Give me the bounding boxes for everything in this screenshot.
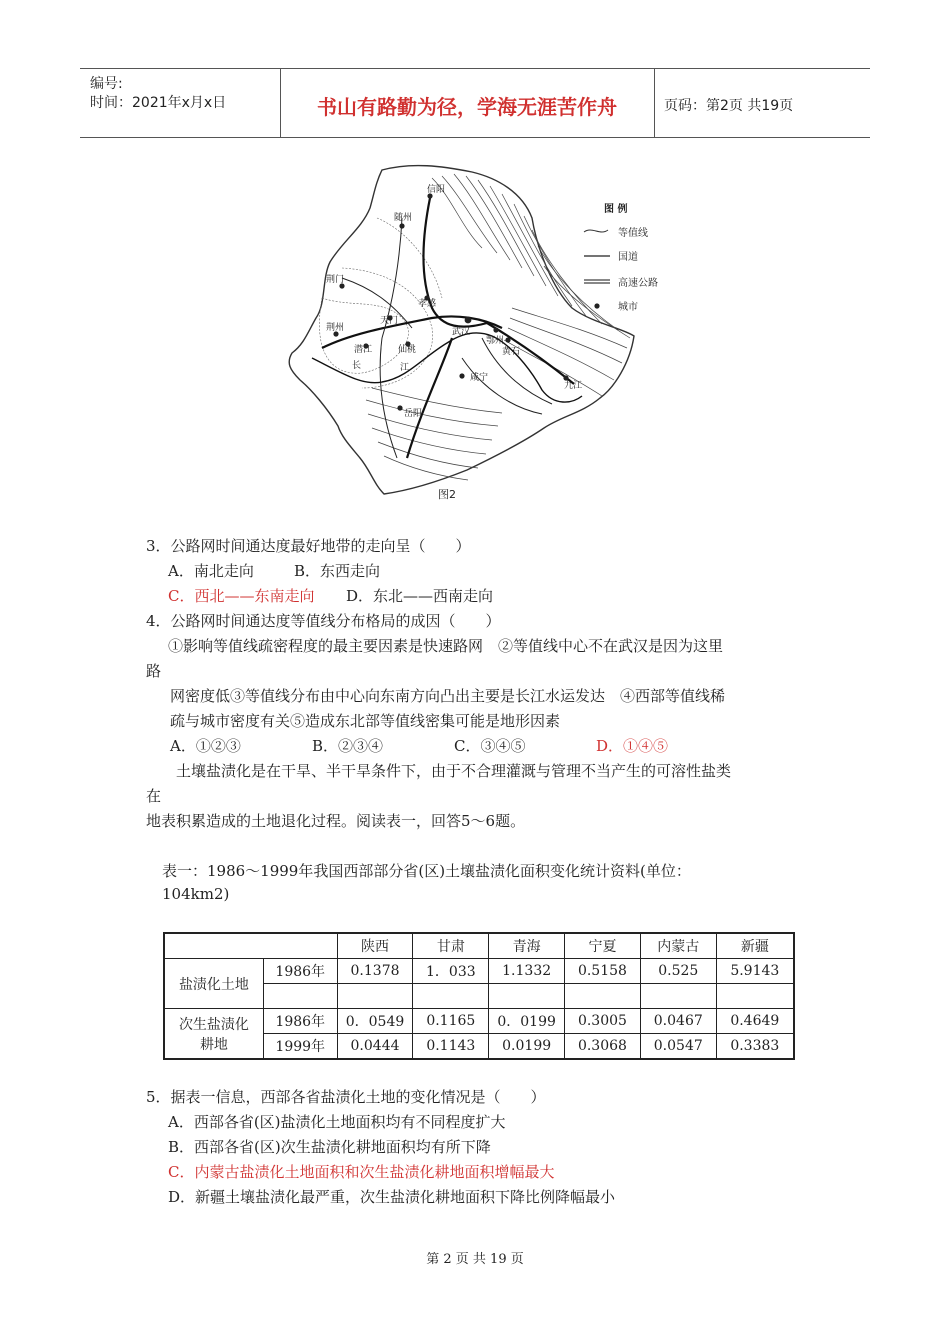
city-label: 九江 (564, 381, 583, 391)
city-label: 仙桃 (398, 345, 417, 355)
isolines-east (432, 174, 630, 396)
column-header: 甘肃 (413, 933, 489, 959)
q5-option-b: B．西部各省(区)次生盐渍化耕地面积均有所下降 (168, 1138, 491, 1156)
q4-option-d: D．①④⑤ (596, 737, 669, 755)
city-marker (397, 405, 402, 410)
q4-stem: 4．公路网时间通达度等值线分布格局的成因（ ） (146, 612, 501, 630)
table-row (164, 1009, 794, 1034)
table-cell: 0.3383 (716, 1034, 794, 1060)
legend-city-swatch (594, 303, 599, 308)
city-label: 黄石 (502, 347, 521, 357)
column-header: 青海 (489, 933, 565, 959)
intro-paragraph-line: 地表积累造成的土地退化过程。阅读表一，回答5～6题。 (146, 812, 526, 830)
column-header: 内蒙古 (640, 933, 716, 959)
table-cell-empty (489, 984, 565, 1009)
city-label: 鄂州 (486, 336, 505, 346)
table-cell: 0.0444 (337, 1034, 413, 1060)
city-label: 咸宁 (470, 373, 489, 383)
q4-statement-line: 路 (146, 662, 162, 680)
q4-option-c: C．③④⑤ (454, 737, 526, 755)
table-cell-empty (413, 984, 489, 1009)
row-year: 1986年 (263, 959, 337, 984)
table-cell: 0.0199 (489, 1034, 565, 1060)
city-marker (465, 317, 472, 324)
row-label-line: 次生盐渍化 (178, 1016, 249, 1033)
table-cell: 5.9143 (716, 959, 794, 984)
doc-time-label: 时间：2021年x月x日 (90, 95, 227, 111)
table-cell: 0.1378 (337, 959, 413, 984)
row-year: 1999年 (263, 1034, 337, 1060)
legend-label: 城市 (618, 302, 638, 313)
river-label: 长 (352, 361, 362, 371)
city-label: 武汉 (452, 327, 471, 337)
row-label (164, 1009, 263, 1060)
table-cell-empty (716, 984, 794, 1009)
map-legend (584, 202, 658, 313)
city-label: 孝感 (418, 299, 437, 309)
table-title: 表一：1986～1999年我国西部部分省(区)土壤盐渍化面积变化统计资料(单位： (162, 862, 691, 880)
doc-number-label: 编号: (90, 76, 123, 92)
city-label: 随州 (394, 213, 413, 223)
city-label: 岳阳 (404, 409, 423, 419)
table-cell: 0．0199 (489, 1009, 565, 1034)
table-corner-cell (164, 933, 337, 959)
map-caption: 图2 (438, 488, 456, 501)
table-cell: 0．0549 (337, 1009, 413, 1034)
river-label: 江 (400, 363, 410, 373)
column-header: 陕西 (337, 933, 413, 959)
national-roads (342, 218, 552, 458)
column-header: 宁夏 (565, 933, 641, 959)
city-label: 天门 (380, 316, 399, 326)
row-label: 盐渍化土地 (164, 959, 263, 1009)
header-divider (654, 69, 655, 137)
column-header: 新疆 (716, 933, 794, 959)
legend-title: 图 例 (604, 204, 628, 215)
header-meta (90, 75, 226, 113)
q3-stem: 3．公路网时间通达度最好地带的走向呈（ ） (146, 537, 471, 555)
city-marker (399, 223, 404, 228)
q3-option-d: D．东北——西南走向 (346, 587, 494, 605)
table-cell-empty (565, 984, 641, 1009)
table-cell-empty (337, 984, 413, 1009)
header-page-number: 页码：第2页 共19页 (664, 98, 794, 114)
table-cell: 1．033 (413, 959, 489, 984)
page-header (80, 68, 870, 138)
q4-option-b: B．②③④ (312, 737, 384, 755)
q5-option-d: D．新疆土壤盐渍化最严重，次生盐渍化耕地面积下降比例降幅最小 (168, 1188, 616, 1206)
isochrone-map (282, 158, 658, 504)
table-header-row (164, 933, 794, 959)
table-cell: 0.1165 (413, 1009, 489, 1034)
q5-option-c: C．内蒙古盐渍化土地面积和次生盐渍化耕地面积增幅最大 (168, 1163, 555, 1181)
q5-option-a: A．西部各省(区)盐渍化土地面积均有不同程度扩大 (168, 1113, 506, 1131)
table-cell: 0.1143 (413, 1034, 489, 1060)
table-cell: 0.0547 (640, 1034, 716, 1060)
q5-stem: 5．据表一信息，西部各省盐渍化土地的变化情况是（ ） (146, 1088, 546, 1106)
row-year: 1986年 (263, 1009, 337, 1034)
q4-statement-line: 疏与城市密度有关⑤造成东北部等值线密集可能是地形因素 (170, 712, 561, 730)
table-title-unit: 104km2) (162, 885, 230, 903)
header-motto: 书山有路勤为径，学海无涯苦作舟 (317, 95, 617, 119)
intro-paragraph-line: 土壤盐渍化是在干旱、半干旱条件下，由于不合理灌溉与管理不当产生的可溶性盐类 (176, 762, 732, 780)
table-row (164, 959, 794, 984)
city-label: 荆州 (326, 323, 345, 333)
row-label-line: 耕地 (199, 1036, 228, 1053)
legend-label: 国道 (618, 252, 638, 263)
table-cell: 0.525 (640, 959, 716, 984)
q4-statement-line: 网密度低③等值线分布由中心向东南方向凸出主要是长江水运发达 ④西部等值线稀 (170, 687, 726, 705)
q3-option-a: A．南北走向 (168, 562, 254, 580)
legend-label: 高速公路 (618, 278, 658, 289)
legend-label: 等值线 (618, 228, 648, 239)
city-label: 潜江 (354, 345, 373, 355)
table-cell: 0.3068 (565, 1034, 641, 1060)
table-cell-empty (263, 984, 337, 1009)
city-marker (459, 373, 464, 378)
city-label: 荆门 (326, 275, 345, 285)
city-marker (493, 327, 498, 332)
q3-option-b: B．东西走向 (294, 562, 381, 580)
table-cell: 1.1332 (489, 959, 565, 984)
q4-option-a: A．①②③ (170, 737, 241, 755)
city-label: 信阳 (427, 185, 446, 195)
table-cell-empty (640, 984, 716, 1009)
intro-paragraph-line: 在 (146, 787, 162, 805)
legend-isoline-swatch (584, 230, 608, 232)
page-footer: 第 2 页 共 19 页 (426, 1252, 524, 1267)
q3-option-c: C．西北——东南走向 (168, 587, 315, 605)
table-cell: 0.4649 (716, 1009, 794, 1034)
table-cell: 0.3005 (565, 1009, 641, 1034)
table-cell: 0.0467 (640, 1009, 716, 1034)
q4-statement-line: ①影响等值线疏密程度的最主要因素是快速路网 ②等值线中心不在武汉是因为这里 (168, 637, 724, 655)
salinization-table (163, 932, 795, 1060)
city-marker (505, 337, 510, 342)
city-marker (563, 375, 568, 380)
table-cell: 0.5158 (565, 959, 641, 984)
isolines-south (366, 388, 502, 480)
